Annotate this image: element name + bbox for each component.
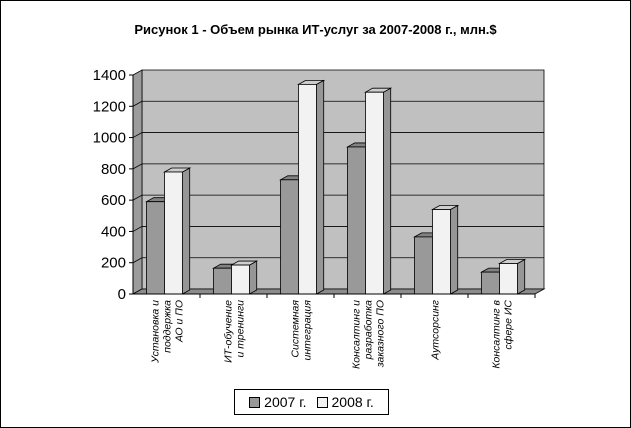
x-category-label-5: Консалтинг всфере ИС xyxy=(490,300,515,369)
y-tick-label: 600 xyxy=(100,192,126,210)
x-category-label-1: ИТ-обучениеи тренинги xyxy=(222,300,247,363)
y-tick-label: 1400 xyxy=(92,67,126,84)
legend xyxy=(234,389,389,415)
bar-1-0 xyxy=(165,168,190,294)
legend-item-2007 xyxy=(249,394,306,410)
y-tick-label: 1200 xyxy=(92,98,126,116)
bar-1-1 xyxy=(232,261,257,294)
x-category-label-3: Консалтинг иразработказаказного ПО xyxy=(350,300,387,369)
y-tick-label: 200 xyxy=(100,254,126,272)
legend-swatch-2007 xyxy=(249,397,260,408)
chart-title: Рисунок 1 - Объем рынка ИТ-услуг за 2007-2008 г., млн.$ xyxy=(134,22,497,37)
back-wall xyxy=(142,70,544,289)
y-tick-label: 400 xyxy=(100,223,126,241)
y-tick-label: 0 xyxy=(117,286,126,303)
legend-label-2007: 2007 г. xyxy=(264,394,307,410)
bar-1-3 xyxy=(366,88,391,294)
x-category-label-0: Установка иподдержкаАО и ПО xyxy=(149,300,186,363)
legend-item-2008 xyxy=(317,394,374,410)
y-tick-label: 800 xyxy=(100,160,126,178)
legend-swatch-2008 xyxy=(317,397,328,408)
y-tick-label: 1000 xyxy=(92,129,126,147)
bar-1-4 xyxy=(433,206,458,294)
x-category-label-4: Аутсорсинг xyxy=(429,300,442,360)
legend-label-2008: 2008 г. xyxy=(331,394,374,410)
bar-1-5 xyxy=(500,259,525,294)
bar-1-2 xyxy=(299,80,324,294)
x-category-label-2: Системнаяинтеграция xyxy=(289,300,314,361)
